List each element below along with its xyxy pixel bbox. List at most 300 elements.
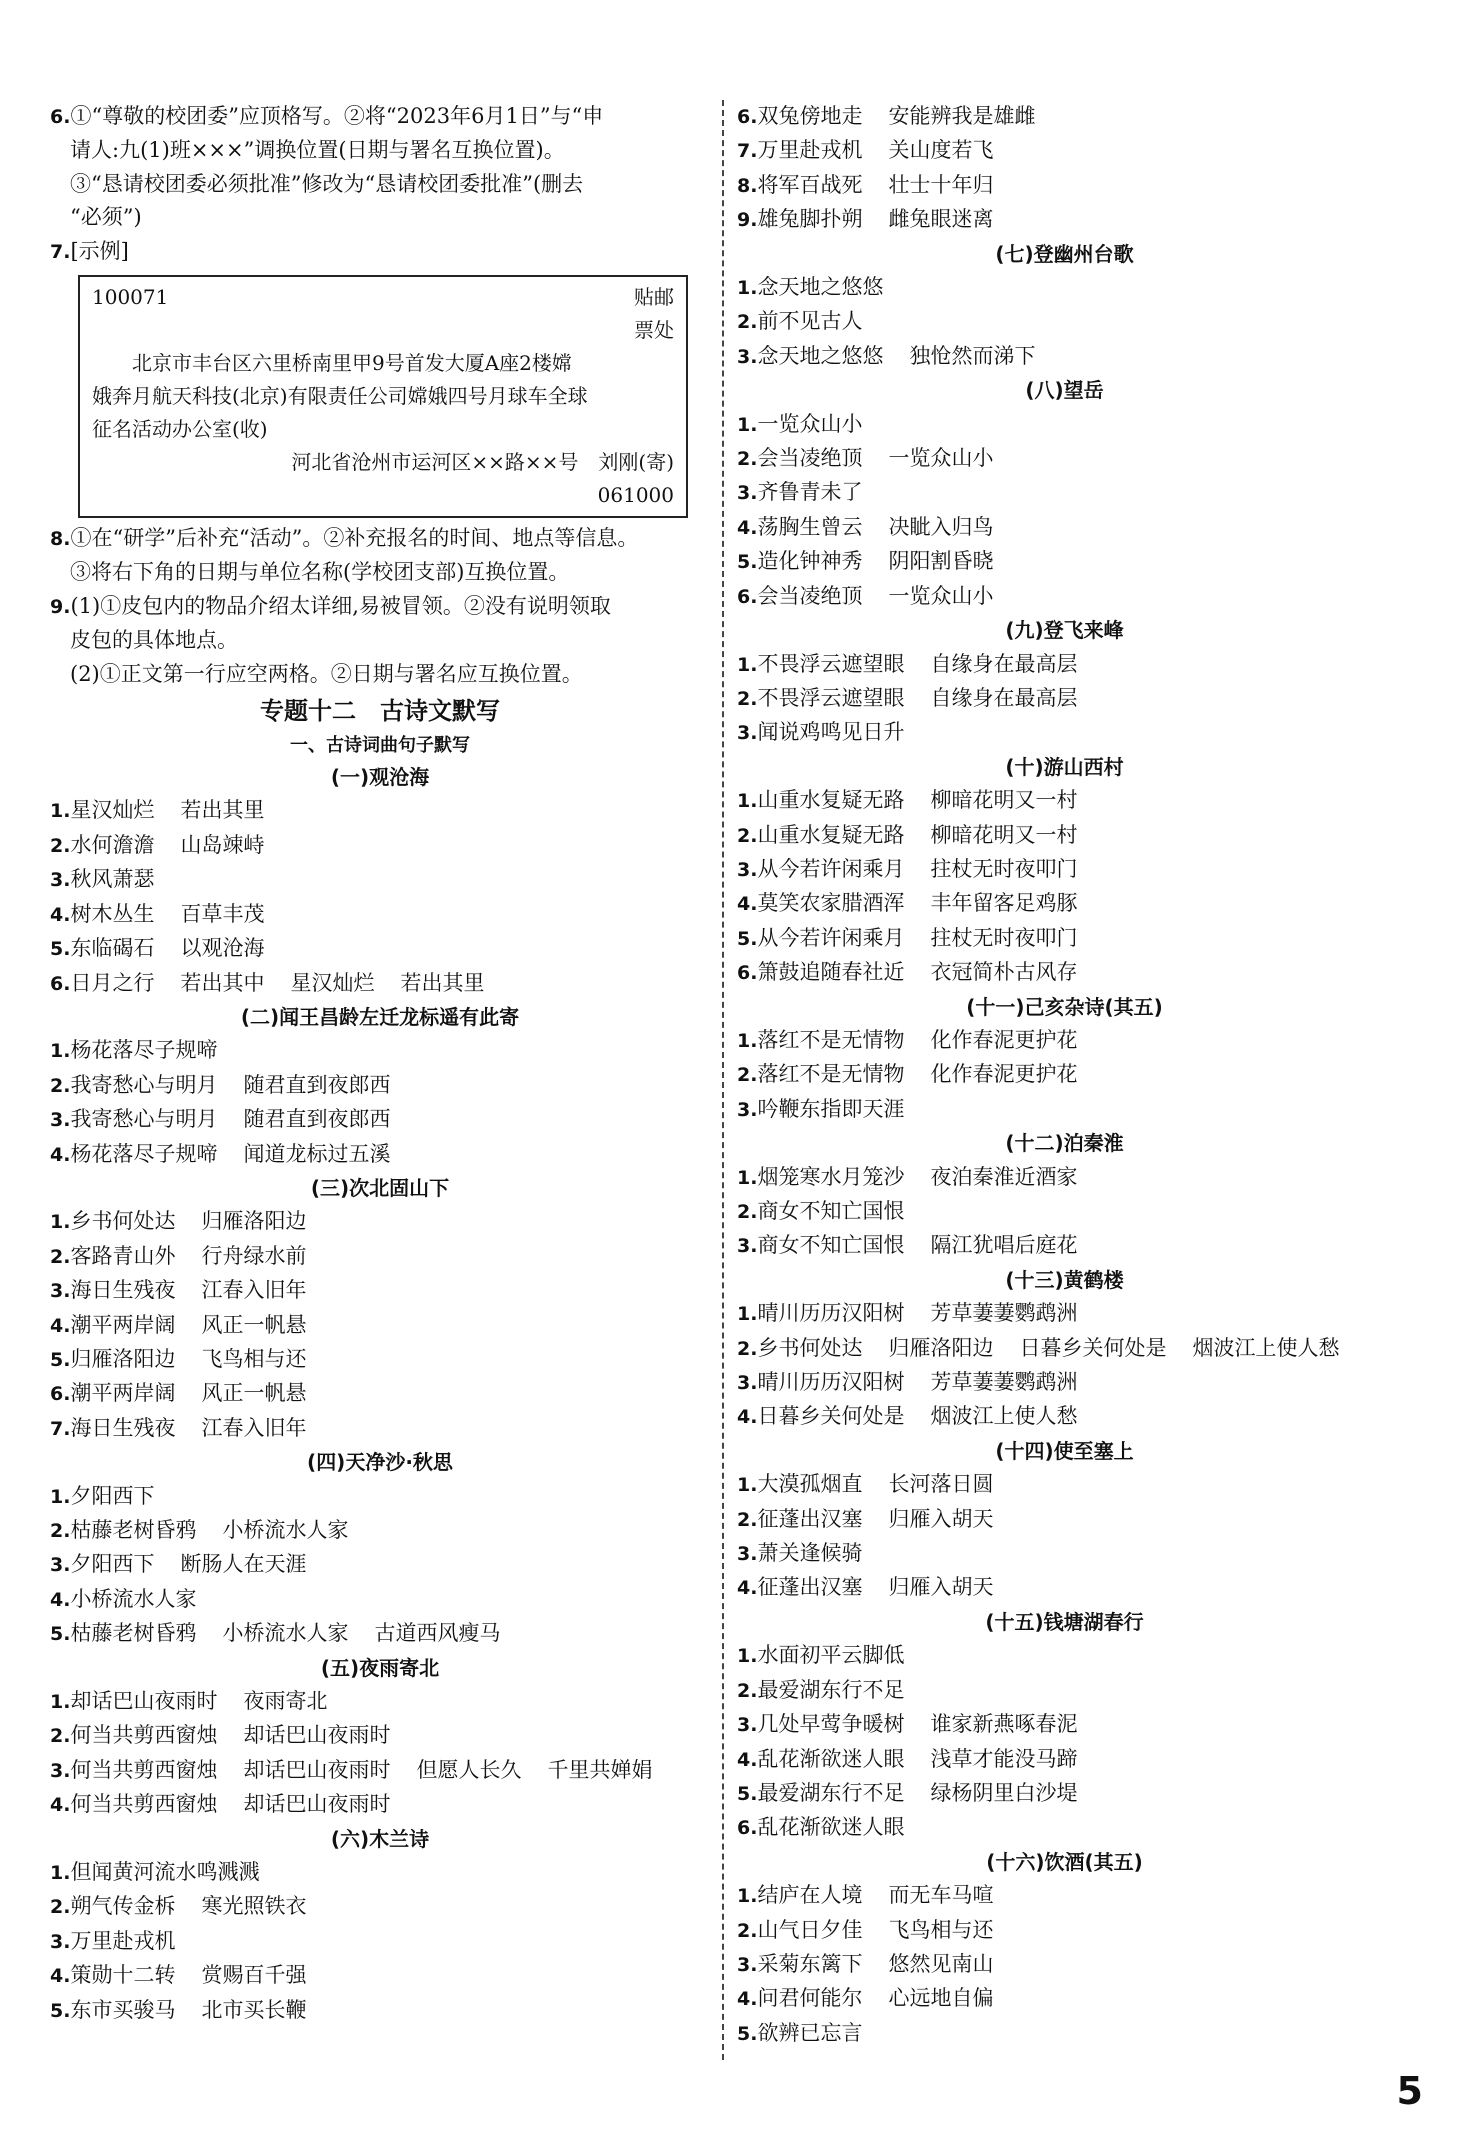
item-number: 3. — [50, 1554, 71, 1577]
verse-fragment: 风正一帆悬 — [201, 1381, 307, 1406]
verse-fragment: 小桥流水人家 — [70, 1586, 197, 1611]
item-number: 4. — [737, 893, 758, 916]
recipient-postcode: 100071 — [92, 285, 169, 310]
verse-fragment: 闻说鸡鸣见日升 — [757, 720, 905, 745]
list-item — [50, 1103, 710, 1137]
item-number: 5. — [50, 1348, 71, 1371]
list-item — [737, 169, 1392, 203]
verse-fragment: 烟笼寒水月笼沙 — [757, 1164, 905, 1189]
list-item — [50, 1959, 710, 1993]
list-item — [737, 134, 1392, 168]
verse-fragment: 乡书何处达 — [757, 1335, 863, 1360]
list-item — [50, 1685, 710, 1719]
verse-fragment: 以观沧海 — [180, 936, 265, 961]
verse-fragment: 烟波江上使人愁 — [930, 1404, 1078, 1429]
list-item — [50, 898, 710, 932]
verse-fragment: 乱花渐欲迷人眼 — [757, 1815, 905, 1840]
item-number: 6. — [50, 1383, 71, 1406]
item-number: 3. — [737, 722, 758, 745]
item-number: 2. — [737, 1679, 758, 1702]
answer-text: 请人:九(1)班×××”调换位置(日期与署名互换位置)。 — [70, 138, 565, 163]
verse-fragment: 潮平两岸阔 — [70, 1381, 176, 1406]
verse-fragment: 夕阳西下 — [70, 1483, 155, 1508]
list-item — [737, 100, 1392, 134]
verse-fragment: 谁家新燕啄春泥 — [930, 1712, 1078, 1737]
list-item — [737, 580, 1392, 614]
item-number: 2. — [737, 311, 758, 334]
subtopic-title: 一、古诗词曲句子默写 — [290, 735, 470, 757]
item-number: 3. — [737, 345, 758, 368]
list-item — [737, 1058, 1392, 1092]
verse-fragment: 山重水复疑无路 — [757, 788, 905, 813]
list-item — [50, 1617, 710, 1651]
item-number: 2. — [737, 1508, 758, 1531]
list-item — [50, 1309, 710, 1343]
verse-fragment: 枯藤老树昏鸦 — [70, 1518, 197, 1542]
verse-fragment: 朔气传金柝 — [70, 1894, 176, 1919]
item-number: 3. — [737, 1543, 758, 1566]
answer-text: (1)①皮包内的物品介绍太详细,易被冒领。②没有说明领取 — [70, 593, 611, 618]
poem-title: (八)望岳 — [1025, 378, 1104, 403]
list-item — [50, 1480, 710, 1514]
list-item — [737, 1743, 1392, 1777]
verse-fragment: 飞鸟相与还 — [888, 1917, 994, 1942]
verse-fragment: 晴川历历汉阳树 — [757, 1301, 905, 1326]
recipient-address: 北京市丰台区六里桥南里甲9号首发大厦A座2楼嫦 — [132, 351, 572, 376]
item-number: 6. — [50, 972, 71, 995]
item-number: 9. — [737, 209, 758, 232]
list-item — [737, 340, 1392, 374]
verse-fragment: 一览众山小 — [888, 446, 994, 471]
verse-fragment: 落红不是无情物 — [757, 1062, 905, 1087]
verse-fragment: 悠然见南山 — [888, 1951, 994, 1976]
list-item — [737, 545, 1392, 579]
list-item — [50, 1856, 710, 1890]
item-number: 1. — [737, 1166, 758, 1189]
verse-fragment: 造化钟神秀 — [757, 549, 863, 574]
item-number: 3. — [737, 1235, 758, 1258]
right-column — [737, 100, 1392, 2051]
poem-title: (十五)钱塘湖春行 — [985, 1609, 1144, 1634]
poem-title: (四)天净沙·秋思 — [307, 1450, 453, 1475]
list-item — [737, 1879, 1392, 1913]
verse-fragment: 杨花落尽子规啼 — [70, 1141, 218, 1166]
verse-fragment: 百草丰茂 — [180, 901, 265, 926]
list-item — [737, 887, 1392, 921]
item-number: 8. — [737, 174, 758, 197]
item-number: 2. — [50, 1520, 71, 1542]
list-item — [50, 1890, 710, 1924]
verse-fragment: 决眦入归鸟 — [888, 514, 994, 539]
verse-fragment: 若出其里 — [180, 798, 265, 823]
list-item — [50, 1548, 710, 1582]
item-number: 6. — [737, 1817, 758, 1840]
verse-fragment: 自缘身在最高层 — [930, 651, 1078, 676]
verse-fragment: 小桥流水人家 — [222, 1621, 349, 1646]
verse-fragment: 征蓬出汉塞 — [757, 1575, 863, 1600]
item-number: 1. — [50, 1211, 71, 1234]
poem-title: (十二)泊秦淮 — [1005, 1131, 1124, 1156]
answer-6 — [50, 100, 710, 235]
list-item — [737, 1639, 1392, 1673]
verse-fragment: 雌兔眼迷离 — [888, 207, 994, 232]
item-number: 2. — [737, 448, 758, 471]
item-number: 2. — [737, 1064, 758, 1087]
item-number: 3. — [50, 1930, 71, 1953]
verse-fragment: 千里共婵娟 — [547, 1757, 653, 1782]
list-item — [737, 1537, 1392, 1571]
list-item — [737, 716, 1392, 750]
list-item — [737, 1024, 1392, 1058]
verse-fragment: 化作春泥更护花 — [930, 1062, 1078, 1087]
poem-title: (六)木兰诗 — [330, 1826, 430, 1851]
list-item — [737, 1982, 1392, 2016]
item-number: 3. — [737, 482, 758, 505]
verse-fragment: 最爱湖东行不足 — [757, 1780, 905, 1805]
verse-fragment: 阴阳割昏晓 — [888, 549, 994, 574]
verse-fragment: 隔江犹唱后庭花 — [930, 1233, 1078, 1258]
right-sections — [737, 238, 1392, 2052]
poem-title: (五)夜雨寄北 — [320, 1655, 440, 1680]
verse-fragment: 策勋十二转 — [70, 1963, 176, 1988]
item-number: 4. — [50, 1143, 71, 1166]
verse-fragment: 秋风萧瑟 — [70, 867, 155, 892]
verse-fragment: 若出其中 — [180, 970, 265, 995]
list-item — [737, 956, 1392, 990]
verse-fragment: 芳草萋萋鹦鹉洲 — [930, 1370, 1078, 1395]
item-number: 1. — [737, 1474, 758, 1497]
item-number: 5. — [737, 551, 758, 574]
verse-fragment: 莫笑农家腊酒浑 — [757, 891, 905, 916]
list-item — [50, 1719, 710, 1753]
verse-fragment: 北市买长鞭 — [201, 1997, 307, 2022]
item-number: 4. — [737, 1406, 758, 1429]
topic-title: 专题十二 古诗文默写 — [260, 697, 500, 726]
list-item — [737, 1948, 1392, 1982]
list-item — [737, 819, 1392, 853]
list-item — [737, 1093, 1392, 1127]
list-item — [50, 1377, 710, 1411]
verse-fragment: 却话巴山夜雨时 — [243, 1723, 391, 1748]
verse-fragment: 问君何能尔 — [757, 1986, 863, 2011]
verse-fragment: 山岛竦峙 — [180, 832, 265, 857]
list-item — [737, 1914, 1392, 1948]
verse-fragment: 却话巴山夜雨时 — [70, 1689, 218, 1714]
item-number: 1. — [50, 800, 71, 823]
list-item — [737, 511, 1392, 545]
list-item — [737, 408, 1392, 442]
list-item — [737, 1777, 1392, 1811]
list-item — [737, 648, 1392, 682]
verse-fragment: 却话巴山夜雨时 — [243, 1757, 391, 1782]
verse-fragment: 念天地之悠悠 — [757, 343, 884, 368]
verse-fragment: 双兔傍地走 — [757, 104, 863, 128]
sender-postcode: 061000 — [597, 483, 674, 508]
verse-fragment: 衣冠简朴古风存 — [930, 960, 1078, 985]
verse-fragment: 会当凌绝顶 — [757, 583, 863, 608]
verse-fragment: 壮士十年归 — [888, 172, 994, 197]
poem-title: (二)闻王昌龄左迁龙标遥有此寄 — [240, 1004, 520, 1029]
list-item — [737, 1229, 1392, 1263]
item-number: 2. — [50, 1725, 71, 1748]
verse-fragment: 赏赐百千强 — [201, 1963, 307, 1988]
answer-text: ③“恳请校团委必须批准”修改为“恳请校团委批准”(删去 — [70, 171, 584, 196]
verse-fragment: 几处早莺争暖树 — [757, 1712, 905, 1737]
answer-number: 7. — [50, 240, 71, 263]
answer-text: ③将右下角的日期与单位名称(学校团支部)互换位置。 — [70, 560, 570, 585]
list-item — [737, 1708, 1392, 1742]
verse-fragment: 随君直到夜郎西 — [243, 1072, 391, 1097]
verse-fragment: 随君直到夜郎西 — [243, 1107, 391, 1132]
item-number: 2. — [50, 834, 71, 857]
example-label: [示例] — [70, 238, 129, 263]
verse-fragment: 前不见古人 — [757, 309, 863, 334]
recipient-address: 征名活动办公室(收) — [92, 417, 268, 442]
item-number: 1. — [50, 1691, 71, 1714]
list-item — [50, 1583, 710, 1617]
verse-fragment: 归雁洛阳边 — [888, 1335, 994, 1360]
list-item — [737, 2017, 1392, 2051]
item-number: 1. — [737, 277, 758, 300]
verse-fragment: 潮平两岸阔 — [70, 1312, 176, 1337]
verse-fragment: 归雁入胡天 — [888, 1575, 994, 1600]
verse-fragment: 行舟绿水前 — [201, 1243, 307, 1268]
list-item — [50, 863, 710, 897]
verse-fragment: 山气日夕佳 — [757, 1917, 863, 1942]
item-number: 4. — [737, 516, 758, 539]
answer-number: 9. — [50, 595, 71, 618]
verse-fragment: 商女不知亡国恨 — [757, 1233, 905, 1258]
verse-fragment: 东临碣石 — [70, 936, 155, 961]
verse-fragment: 欲辨已忘言 — [757, 2020, 863, 2045]
verse-fragment: 从今若许闲乘月 — [757, 856, 905, 881]
list-item — [737, 1195, 1392, 1229]
verse-fragment: 但愿人长久 — [416, 1757, 522, 1782]
verse-fragment: 小桥流水人家 — [222, 1518, 349, 1542]
item-number: 1. — [737, 413, 758, 436]
item-number: 1. — [737, 653, 758, 676]
verse-fragment: 大漠孤烟直 — [757, 1472, 863, 1497]
list-item — [737, 305, 1392, 339]
item-number: 2. — [50, 1074, 71, 1097]
item-number: 2. — [50, 1896, 71, 1919]
verse-fragment: 萧关逢候骑 — [757, 1541, 863, 1566]
verse-fragment: 若出其里 — [400, 970, 485, 995]
list-item — [737, 1161, 1392, 1195]
item-number: 3. — [737, 858, 758, 881]
verse-fragment: 箫鼓追随春社近 — [757, 960, 905, 985]
item-number: 4. — [50, 1588, 71, 1611]
answer-number: 6. — [50, 106, 71, 128]
item-number: 1. — [50, 1040, 71, 1063]
list-item — [737, 1297, 1392, 1331]
list-item — [737, 922, 1392, 956]
verse-fragment: 关山度若飞 — [888, 138, 994, 163]
list-item — [50, 1343, 710, 1377]
item-number: 2. — [737, 1337, 758, 1360]
list-item — [737, 1332, 1392, 1366]
verse-fragment: 雄兔脚扑朔 — [757, 207, 863, 232]
verse-fragment: 风正一帆悬 — [201, 1312, 307, 1337]
item-number: 3. — [50, 1280, 71, 1303]
verse-fragment: 何当共剪西窗烛 — [70, 1723, 218, 1748]
envelope-example — [78, 275, 688, 518]
verse-fragment: 绿杨阴里白沙堤 — [930, 1780, 1078, 1805]
verse-fragment: 夜雨寄北 — [243, 1689, 328, 1714]
list-item — [737, 203, 1392, 237]
verse-fragment: 日暮乡关何处是 — [757, 1404, 905, 1429]
verse-fragment: 寒光照铁衣 — [201, 1894, 307, 1919]
item-number: 6. — [737, 585, 758, 608]
verse-fragment: 海日生残夜 — [70, 1278, 176, 1303]
list-item — [737, 1366, 1392, 1400]
verse-fragment: 浅草才能没马蹄 — [930, 1746, 1078, 1771]
list-item — [737, 1674, 1392, 1708]
list-item — [737, 442, 1392, 476]
verse-fragment: 江春入旧年 — [201, 1415, 307, 1440]
item-number: 1. — [737, 1645, 758, 1668]
item-number: 3. — [50, 869, 71, 892]
verse-fragment: 拄杖无时夜叩门 — [930, 856, 1078, 881]
verse-fragment: 齐鲁青未了 — [757, 480, 863, 505]
verse-fragment: 古道西风瘦马 — [374, 1621, 501, 1646]
verse-fragment: 何当共剪西窗烛 — [70, 1792, 218, 1817]
list-item — [50, 1514, 710, 1548]
list-item — [50, 1412, 710, 1446]
verse-fragment: 却话巴山夜雨时 — [243, 1792, 391, 1817]
verse-fragment: 独怆然而涕下 — [909, 343, 1036, 368]
item-number: 5. — [737, 2022, 758, 2045]
list-item — [50, 1274, 710, 1308]
answer-text: “必须”) — [70, 205, 142, 230]
item-number: 3. — [50, 1759, 71, 1782]
verse-fragment: 征蓬出汉塞 — [757, 1506, 863, 1531]
item-number: 3. — [737, 1098, 758, 1121]
item-number: 1. — [737, 790, 758, 813]
verse-fragment: 山重水复疑无路 — [757, 822, 905, 847]
list-item — [50, 1205, 710, 1239]
item-number: 2. — [737, 1201, 758, 1223]
verse-fragment: 水何澹澹 — [70, 832, 155, 857]
item-number: 2. — [737, 824, 758, 847]
item-number: 1. — [50, 1862, 71, 1885]
item-number: 4. — [50, 1314, 71, 1337]
verse-fragment: 将军百战死 — [757, 172, 863, 197]
left-column — [50, 100, 710, 2028]
item-number: 2. — [737, 687, 758, 710]
item-number: 4. — [737, 1988, 758, 2011]
answer-text: 皮包的具体地点。 — [70, 628, 238, 653]
verse-fragment: 会当凌绝顶 — [757, 446, 863, 471]
answer-text: ①“尊敬的校团委”应顶格写。②将“2023年6月1日”与“申 — [70, 104, 604, 128]
list-item — [50, 1994, 710, 2028]
item-number: 4. — [737, 1748, 758, 1771]
item-number: 4. — [737, 1577, 758, 1600]
list-item — [737, 784, 1392, 818]
list-item — [737, 1468, 1392, 1502]
item-number: 2. — [737, 1919, 758, 1942]
answer-7 — [50, 235, 710, 269]
verse-fragment: 闻道龙标过五溪 — [243, 1141, 391, 1166]
verse-fragment: 结庐在人境 — [757, 1883, 863, 1908]
verse-fragment: 杨花落尽子规啼 — [70, 1038, 218, 1063]
verse-fragment: 烟波江上使人愁 — [1192, 1335, 1340, 1360]
verse-fragment: 采菊东篱下 — [757, 1951, 863, 1976]
verse-fragment: 水面初平云脚低 — [757, 1643, 905, 1668]
answer-text: ①在“研学”后补充“活动”。②补充报名的时间、地点等信息。 — [70, 526, 639, 551]
verse-fragment: 飞鸟相与还 — [201, 1346, 307, 1371]
verse-fragment: 日月之行 — [70, 970, 155, 995]
item-number: 5. — [737, 1782, 758, 1805]
item-number: 7. — [50, 1417, 71, 1440]
verse-fragment: 不畏浮云遮望眼 — [757, 685, 905, 710]
item-number: 4. — [50, 903, 71, 926]
poem-title: (九)登飞来峰 — [1005, 618, 1124, 643]
verse-fragment: 我寄愁心与明月 — [70, 1072, 218, 1097]
list-item — [50, 967, 710, 1001]
verse-fragment: 枯藤老树昏鸦 — [70, 1621, 197, 1646]
item-number: 5. — [737, 927, 758, 950]
item-number: 3. — [50, 1109, 71, 1132]
verse-fragment: 从今若许闲乘月 — [757, 925, 905, 950]
list-item — [50, 794, 710, 828]
item-number: 6. — [737, 962, 758, 985]
answer-9 — [50, 590, 710, 691]
item-number: 3. — [737, 1953, 758, 1976]
item-number: 6. — [737, 106, 758, 128]
list-item — [737, 1400, 1392, 1434]
item-number: 7. — [737, 140, 758, 163]
recipient-address: 娥奔月航天科技(北京)有限责任公司嫦娥四号月球车全球 — [92, 384, 588, 409]
list-item — [50, 1069, 710, 1103]
item-number: 2. — [50, 1245, 71, 1268]
verse-fragment: 断肠人在天涯 — [180, 1552, 307, 1577]
verse-fragment: 丰年留客足鸡豚 — [930, 891, 1078, 916]
left-sections — [50, 761, 710, 2028]
list-item — [50, 1925, 710, 1959]
verse-fragment: 晴川历历汉阳树 — [757, 1370, 905, 1395]
list-item — [737, 271, 1392, 305]
verse-fragment: 我寄愁心与明月 — [70, 1107, 218, 1132]
sender-address: 河北省沧州市运河区××路××号 刘刚(寄) — [291, 450, 674, 475]
answer-number: 8. — [50, 528, 71, 551]
list-item — [50, 1240, 710, 1274]
verse-fragment: 一览众山小 — [757, 411, 863, 436]
verse-fragment: 化作春泥更护花 — [930, 1027, 1078, 1052]
list-item — [50, 932, 710, 966]
verse-fragment: 最爱湖东行不足 — [757, 1677, 905, 1702]
poem-title: (十三)黄鹤楼 — [1005, 1267, 1124, 1292]
list-item — [50, 1138, 710, 1172]
verse-fragment: 乱花渐欲迷人眼 — [757, 1746, 905, 1771]
list-item — [737, 853, 1392, 887]
verse-fragment: 长河落日圆 — [888, 1472, 994, 1497]
item-number: 1. — [50, 1485, 71, 1508]
verse-fragment: 归雁入胡天 — [888, 1506, 994, 1531]
column-divider — [722, 100, 724, 2060]
verse-fragment: 心远地自偏 — [888, 1986, 994, 2011]
list-item — [50, 1034, 710, 1068]
list-item — [737, 1571, 1392, 1605]
stamp-label: 贴邮 — [634, 285, 674, 310]
verse-fragment: 何当共剪西窗烛 — [70, 1757, 218, 1782]
list-item — [50, 1754, 710, 1788]
verse-fragment: 夜泊秦淮近酒家 — [930, 1164, 1078, 1189]
verse-fragment: 落红不是无情物 — [757, 1027, 905, 1052]
verse-fragment: 而无车马喧 — [888, 1883, 994, 1908]
verse-fragment: 拄杖无时夜叩门 — [930, 925, 1078, 950]
poem-title: (十四)使至塞上 — [995, 1438, 1134, 1463]
